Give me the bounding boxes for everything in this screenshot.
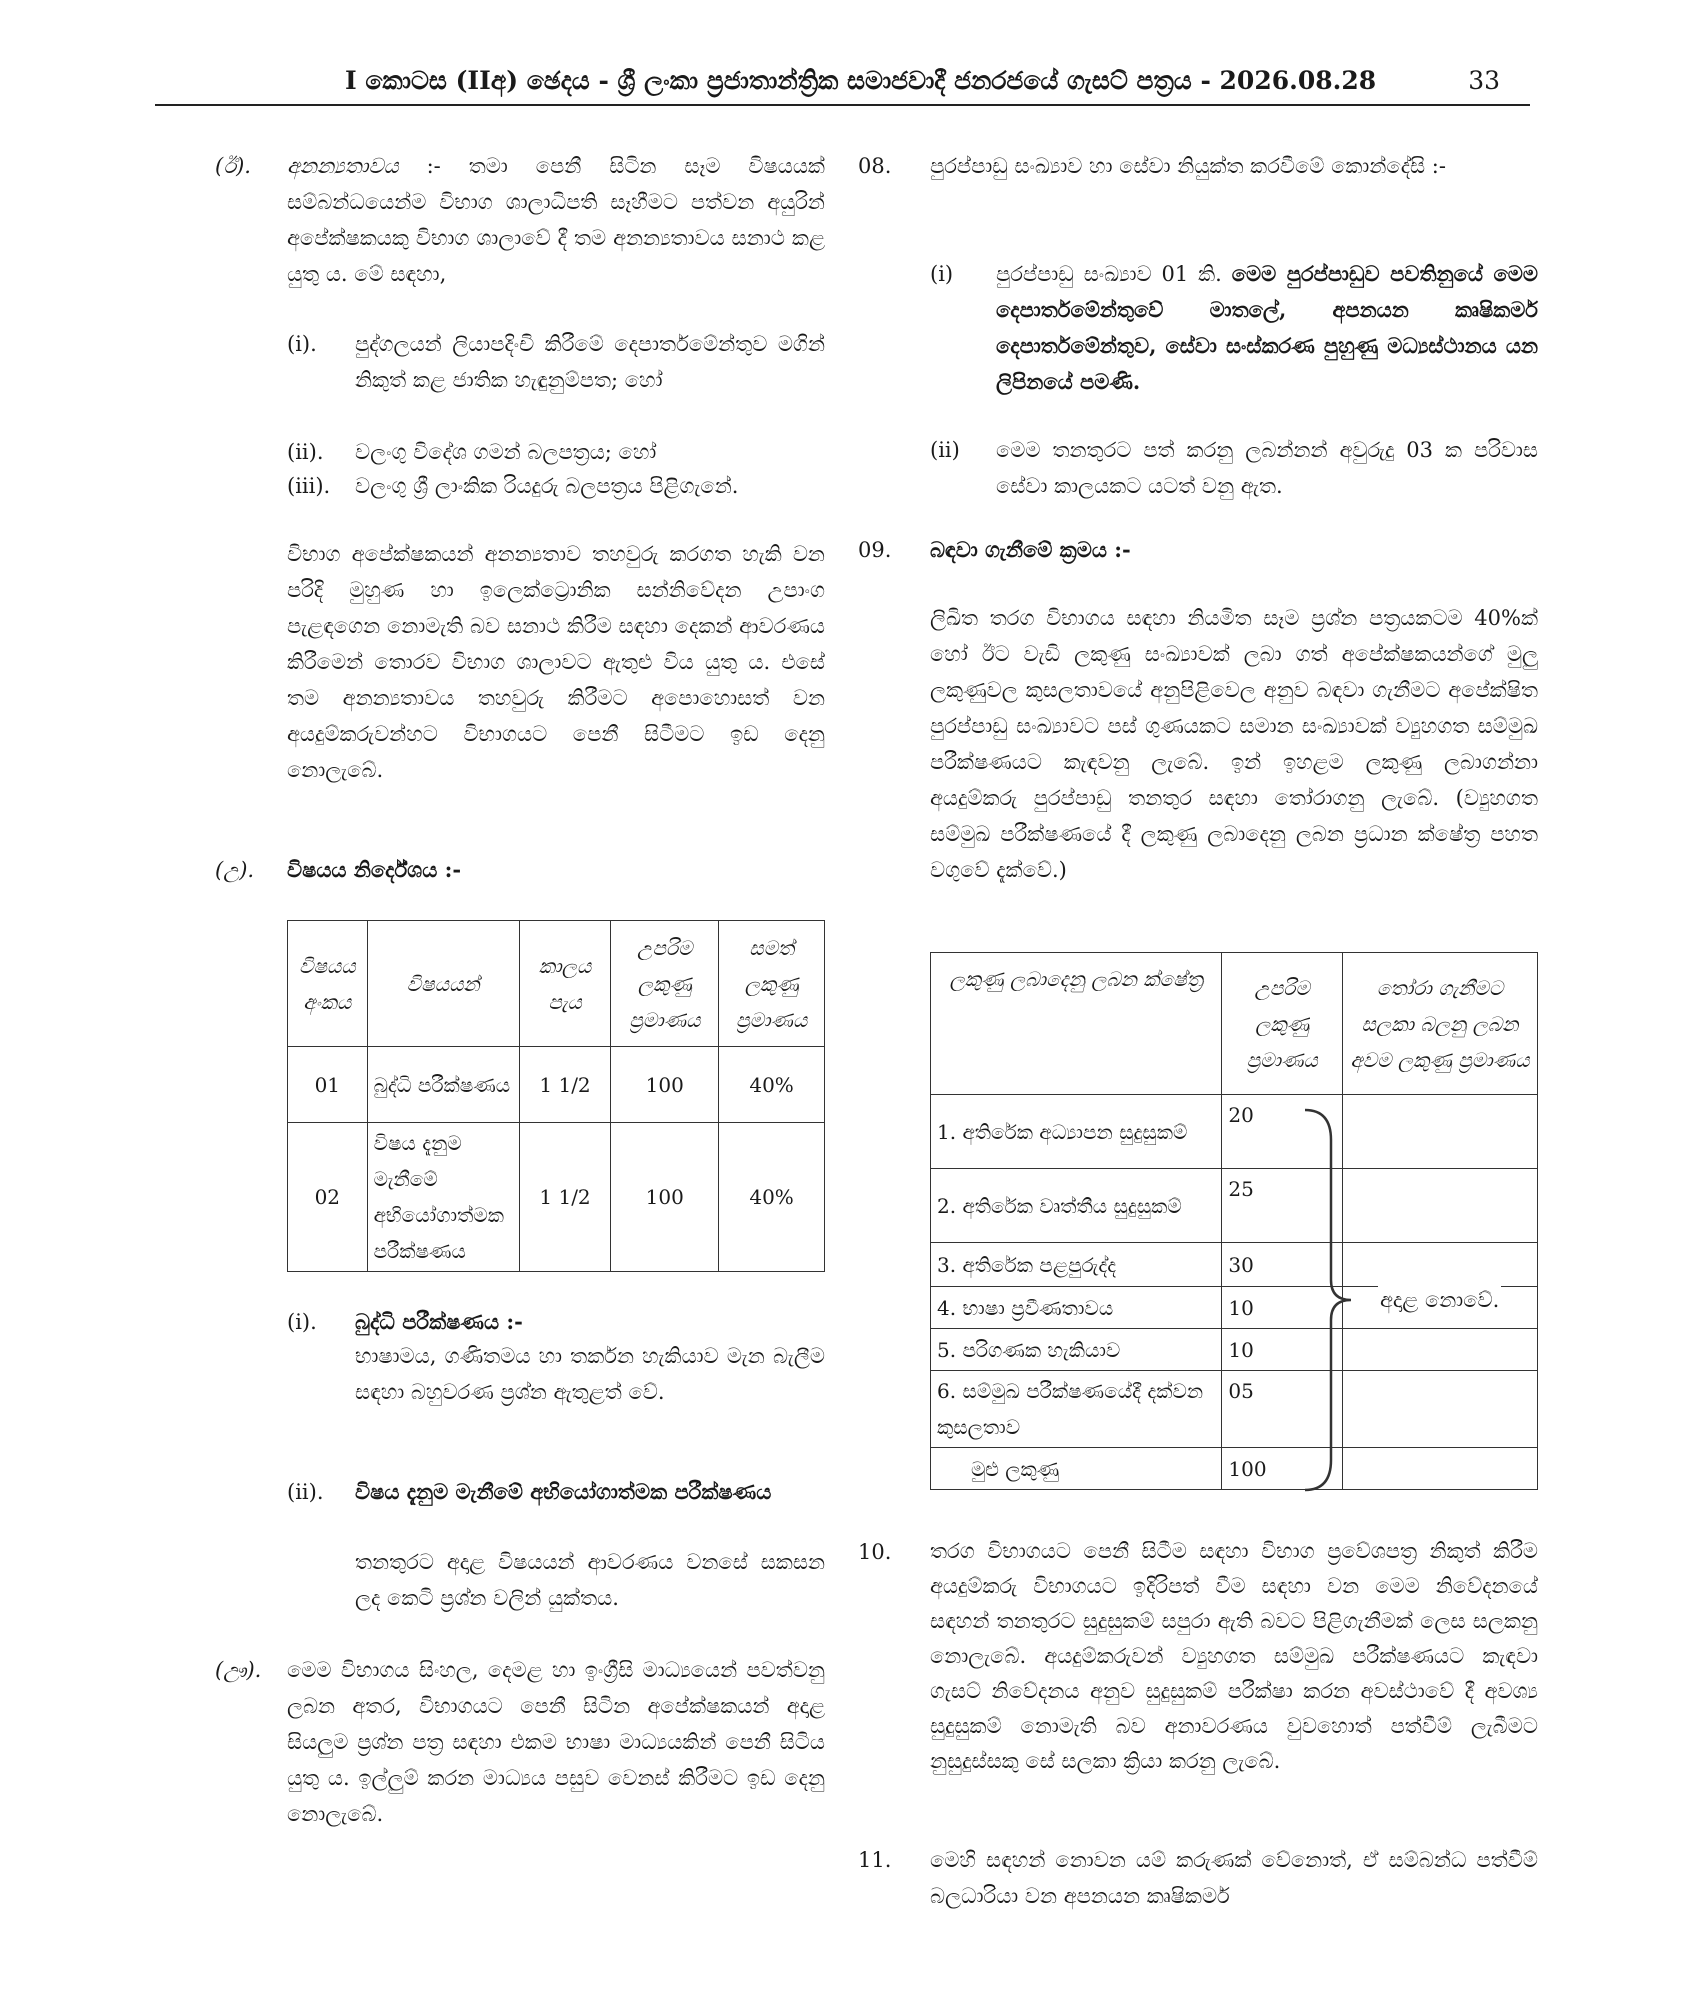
e-item-3-num: (iii). [287, 474, 331, 498]
section-e-body: :- තමා පෙනී සිටින සෑම විෂයයක් සම්බන්ධයෙන්ම විභාග ශාලාධිපති සෑහීමට පත්වන අයුරින් අපේක්ෂකයකු විභාග ශාලාවේ දී තම අනන්‍යතාවය සනාථ කළ යුතු ය. මේ සඳහා, [287, 154, 825, 286]
s09-text: ලිඛිත තරග විභාගය සඳහා නියමිත සෑම ප්‍රශ්න පත්‍රයකටම 40%ක් හෝ ඊට වැඩි ලකුණු සංඛ්‍යාවක් ලබා ගත් අපේක්ෂකයන්ගේ මුලු ලකුණුවල කුසලතාවයේ අනුපිළිවෙල අනුව බඳවා ගැනීමට අපේක්ෂිත පුරප්පාඩු සංඛ්‍යාවට පස් ගුණයකට සමාන සංඛ්‍යාවක් ව්‍යුහගත සම්මුඛ පරීක්ෂණයට කැඳවනු ලැබේ. ඉන් ඉහළම ලකුණු ලබාගන්නා අයදුම්කරු පුරප්පාඩු තනතුර සඳහා තෝරාගනු ලැබේ. (ව්‍යුහගත සම්මුඛ පරීක්ෂණයේ දී ලකුණු ලබාදෙනු ලබන ප්‍රධාන ක්ෂේත්‍ර පහත වගුවේ දැක්වේ.) [930, 606, 1538, 882]
s10-text: තරග විභාගයට පෙනී සිටීම සඳහා විභාග ප්‍රවේශපත්‍ර නිකුත් කිරීම අයදුම්කරු විභාගයට ඉදිරිපත් වීම සඳහා වන මෙම නිවේදනයේ සඳහන් තනතුරට සුදුසුකම් සපුරා ඇති බවට පිළිගැනීමක් ලෙස සලකනු නොලැබේ. අයදුම්කරුවන් ව්‍යුහගත සම්මුඛ පරීක්ෂණයට කැඳවා ගැසට් නිවේදනය අනුව සුදුසුකම් පරීක්ෂා කරන අවස්ථාවේ දී අවශ්‍ය සුදුසුකම් නොමැති බව අනාවරණය වුවහොත් පත්වීම් ලැබීමට නුසුදුස්සකු සේ සලකා ක්‍රියා කරනු ලැබේ. [930, 1539, 1538, 1773]
brace-note: අදාළ නොවේ. [1378, 1282, 1501, 1318]
cell-min [1342, 1371, 1537, 1448]
brace-icon [1301, 1100, 1361, 1500]
cell-max: 10 [1222, 1287, 1342, 1329]
cell-max: 10 [1222, 1329, 1342, 1371]
th-duration: කාලය පැය [519, 921, 611, 1047]
cell-max: 30 [1222, 1243, 1342, 1287]
marks-table-header [931, 953, 1538, 1095]
header-title: I කොටස (IIඅ) ඡෙදය - ශ්‍රී ලංකා ප්‍රජාතාන්ත්‍රික සමාජවාදී ජනරජයේ ගැසට් පත්‍රය - 2026.08.28 [345, 66, 1377, 95]
cell-max: 100 [611, 1123, 719, 1272]
table-row [288, 1047, 825, 1123]
s08-i-num: (i) [930, 262, 954, 286]
cell-area: මුළු ලකුණු [931, 1448, 1222, 1490]
th-areas: ලකුණු ලබාදෙනු ලබන ක්ෂේත්‍ර [931, 953, 1222, 1095]
s08-title-text: පුරප්පාඩු සංඛ්‍යාව හා සේවා නියුක්ත කරවීමේ කොන්දේසි :- [930, 154, 1446, 178]
s08-i-bold: මෙම පුරප්පාඩුව පවතිනුයේ මෙම දෙපාර්තමේන්තුවේ මාතලේ, අපනයන කෘෂිකර්ම දෙපාර්තමේන්තුව, සේවා සංස්කරණ පුහුණු මධ්‍යස්ථානය යන ලිපිනයේ පමණි. [996, 261, 1538, 394]
s10-number: 10. [858, 1540, 892, 1564]
section-e-term: අනන්‍යතාවය [287, 154, 399, 178]
table-row [931, 1243, 1538, 1287]
e-item-2-num: (ii). [287, 440, 324, 464]
s08-title [930, 148, 1538, 184]
th-pass-marks: සමත් ලකුණු ප්‍රමාණය [719, 921, 825, 1047]
e-item-1-text: පුද්ගලයන් ලියාපදිංචි කිරීමේ දෙපාර්තමේන්තුව මගින් නිකුත් කළ ජාතික හැඳුනුම්පත; හෝ [355, 332, 825, 392]
s11-text: මෙහි සඳහන් නොවන යම් කරුණක් වේනොත්, ඒ සම්බන්ධ පත්වීම් බලධාරියා වන අපනයන කෘෂිකර්ම [930, 1848, 1538, 1908]
th-subject-no: විෂයය අංකය [288, 921, 368, 1047]
u-item-1-head: බුද්ධි පරීක්ෂණය :- [355, 1309, 523, 1334]
subject-table [287, 920, 825, 1272]
cell-area: 3. අතිරේක පළපුරුද්ද [931, 1243, 1222, 1287]
cell-duration: 1 1/2 [519, 1123, 611, 1272]
th-max-marks: උපරිම ලකුණු ප්‍රමාණය [611, 921, 719, 1047]
cell-max: 100 [1222, 1448, 1342, 1490]
s08-number: 08. [858, 154, 892, 178]
section-uu-text: මෙම විභාගය සිංහල, දෙමළ හා ඉංග්‍රීසි මාධ්‍යයෙන් පවත්වනු ලබන අතර, විභාගයට පෙනී සිටින අපේක්ෂකයන් අදාළ සියලුම ප්‍රශ්න පත්‍ර සඳහා එකම භාෂා මාධ්‍යයකින් පෙනී සිටිය යුතු ය. ඉල්ලුම් කරන මාධ්‍යය පසුව වෙනස් කිරීමට ඉඩ දෙනු නොලැබේ. [287, 1658, 825, 1826]
u-item-1-text: භාෂාමය, ගණිතමය හා තර්කන හැකියාව මැන බැලීම සඳහා බහුවරණ ප්‍රශ්න ඇතුළත් වේ. [355, 1344, 825, 1404]
section-u-label: (උ). [215, 858, 255, 882]
cell-subject: බුද්ධි පරීක්ෂණය [367, 1047, 519, 1123]
cell-max: 05 [1222, 1371, 1342, 1448]
th-subjects: විෂයයන් [367, 921, 519, 1047]
s08-ii-text: මෙම තනතුරට පත් කරනු ලබන්නන් අවුරුදු 03 ක පරිවාස සේවා කාලයකට යටත් වනු ඇත. [996, 438, 1538, 498]
cell-area: 4. භාෂා ප්‍රවීණතාවය [931, 1287, 1222, 1329]
section-e-label: (ඊ). [215, 154, 251, 178]
cell-max: 20 [1222, 1095, 1342, 1169]
e-item-1-num: (i). [287, 332, 317, 356]
e-item-2-text: වලංගු විදේශ ගමන් බලපත්‍රය; හෝ [355, 440, 657, 464]
u-item-2-head: විෂය දැනුම මැනීමේ අභියෝගාත්මක පරීක්ෂණය [355, 1479, 772, 1504]
th-min: තෝරා ගැනීමට සලකා බලනු ලබන අවම ලකුණු ප්‍රමාණය [1342, 953, 1537, 1095]
marks-table [930, 952, 1538, 1490]
table-row [931, 1169, 1538, 1243]
cell-max: 25 [1222, 1169, 1342, 1243]
subject-table-header [288, 921, 825, 1047]
th-max: උපරිම ලකුණු ප්‍රමාණය [1222, 953, 1342, 1095]
table-row [931, 1448, 1538, 1490]
cell-subject: විෂය දැනුම මැනීමේ අභියෝගාත්මක පරීක්ෂණය [367, 1123, 519, 1272]
cell-pass: 40% [719, 1123, 825, 1272]
page-number: 33 [1468, 66, 1500, 95]
s08-ii-num: (ii) [930, 438, 960, 462]
left-column [215, 148, 825, 1848]
cell-min [1342, 1243, 1537, 1287]
cell-area: 6. සම්මුඛ පරීක්ෂණයේදී දක්වන කුසලතාව [931, 1371, 1222, 1448]
table-row [288, 1123, 825, 1272]
table-row [931, 1329, 1538, 1371]
cell-min [1342, 1448, 1537, 1490]
table-row [931, 1371, 1538, 1448]
cell-min [1342, 1095, 1537, 1169]
cell-duration: 1 1/2 [519, 1047, 611, 1123]
s08-i-lead: පුරප්පාඩු සංඛ්‍යාව 01 කි. [996, 262, 1222, 286]
right-column [858, 148, 1538, 1908]
cell-min [1342, 1169, 1537, 1243]
s08-i-text [996, 256, 1538, 400]
s09-title: බඳවා ගැනීමේ ක්‍රමය :- [930, 537, 1131, 562]
cell-area: 1. අතිරේක අධ්‍යාපන සුදුසුකම් [931, 1095, 1222, 1169]
cell-area: 5. පරිගණක හැකියාව [931, 1329, 1222, 1371]
section-u-title: විෂයය නිර්දේශය :- [287, 857, 462, 882]
s09-number: 09. [858, 538, 892, 562]
page-header [155, 60, 1530, 106]
e-item-3-text: වලංගු ශ්‍රී ලාංකික රියදුරු බලපත්‍රය පිළිගැනේ. [355, 474, 739, 498]
cell-min [1342, 1329, 1537, 1371]
cell-area: 2. අතිරේක වෘත්තීය සුදුසුකම් [931, 1169, 1222, 1243]
section-uu-label: (ඌ). [215, 1658, 262, 1682]
s11-number: 11. [858, 1848, 892, 1872]
u-item-1-num: (i). [287, 1310, 317, 1334]
section-e-text [287, 148, 825, 292]
cell-max: 100 [611, 1047, 719, 1123]
u-item-2-num: (ii). [287, 1480, 324, 1504]
table-row [931, 1095, 1538, 1169]
cell-no: 02 [288, 1123, 368, 1272]
u-item-2-text: තනතුරට අදාළ විෂයයන් ආවරණය වනසේ සකසන ලද කෙටි ප්‍රශ්න වලින් යුක්තය. [355, 1550, 825, 1610]
cell-no: 01 [288, 1047, 368, 1123]
section-e-para2: විභාග අපේක්ෂකයන් අනන්‍යතාව තහවුරු කරගත හැකි වන පරිදි මුහුණ හා ඉලෙක්ට්‍රොනික සන්නිවේදන උපාංග පැළඳගෙන නොමැති බව සනාථ කිරීම සඳහා දෙකන් ආවරණය කිරීමෙන් තොරව විභාග ශාලාවට ඇතුළු විය යුතු ය. එසේ තම අනන්‍යතාවය තහවුරු කිරීමට අපොහොසත් වන අයදුම්කරුවන්හට විභාගයට පෙනී සිටීමට ඉඩ දෙනු නොලැබේ. [287, 542, 825, 782]
cell-pass: 40% [719, 1047, 825, 1123]
